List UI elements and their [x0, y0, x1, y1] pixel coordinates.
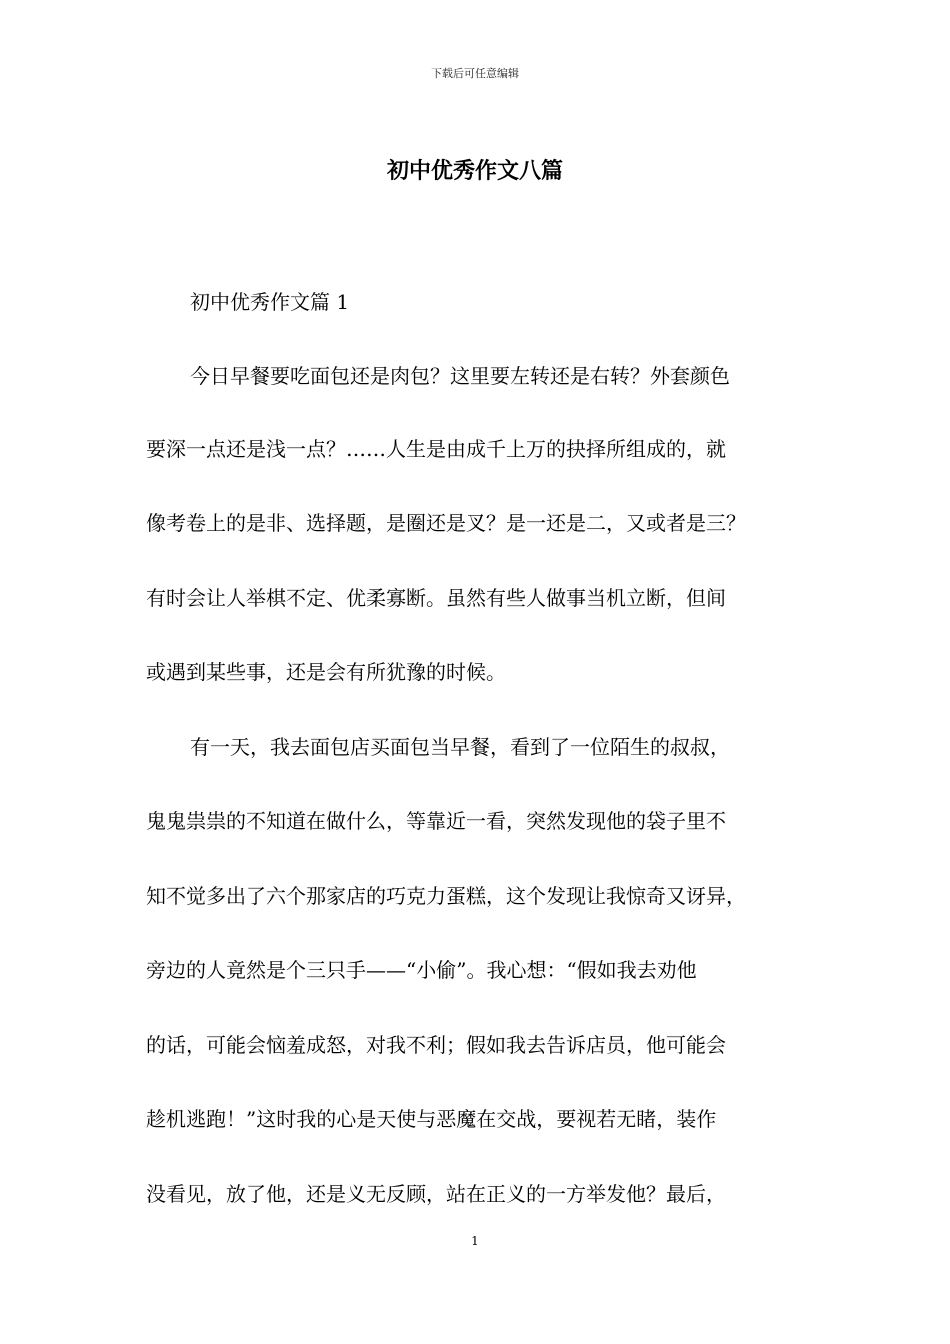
- body-line: 趁机逃跑！”这时我的心是天使与恶魔在交战，要视若无睹，装作: [146, 1107, 717, 1131]
- body-line: 有时会让人举棋不定、优柔寡断。虽然有些人做事当机立断，但间: [146, 586, 726, 610]
- body-line: 今日早餐要吃面包还是肉包？这里要左转还是右转？外套颜色: [190, 364, 730, 388]
- body-line: 要深一点还是浅一点？……人生是由成千上万的抉择所组成的，就: [146, 437, 726, 461]
- body-line: 或遇到某些事，还是会有所犹豫的时候。: [146, 660, 506, 684]
- body-line: 没看见，放了他，还是义无反顾，站在正义的一方举发他？最后，: [146, 1182, 726, 1206]
- body-line: 鬼鬼祟祟的不知道在做什么，等靠近一看，突然发现他的袋子里不: [146, 809, 726, 833]
- body-line: 有一天，我去面包店买面包当早餐，看到了一位陌生的叔叔，: [190, 735, 730, 759]
- body-line: 像考卷上的是非、选择题，是圈还是叉？是一还是二，又或者是三？: [146, 511, 746, 535]
- page-number: 1: [471, 1234, 479, 1248]
- header-note: 下载后可任意编辑: [431, 67, 519, 80]
- body-line: 知不觉多出了六个那家店的巧克力蛋糕，这个发现让我惊奇又讶异，: [146, 884, 746, 908]
- document-title: 初中优秀作文八篇: [386, 158, 563, 184]
- body-line: 旁边的人竟然是个三只手——“小偷”。我心想：“假如我去劝他: [146, 958, 697, 982]
- section-heading: 初中优秀作文篇 1: [190, 290, 350, 314]
- body-line: 的话，可能会恼羞成怒，对我不利；假如我去告诉店员，他可能会: [146, 1033, 726, 1057]
